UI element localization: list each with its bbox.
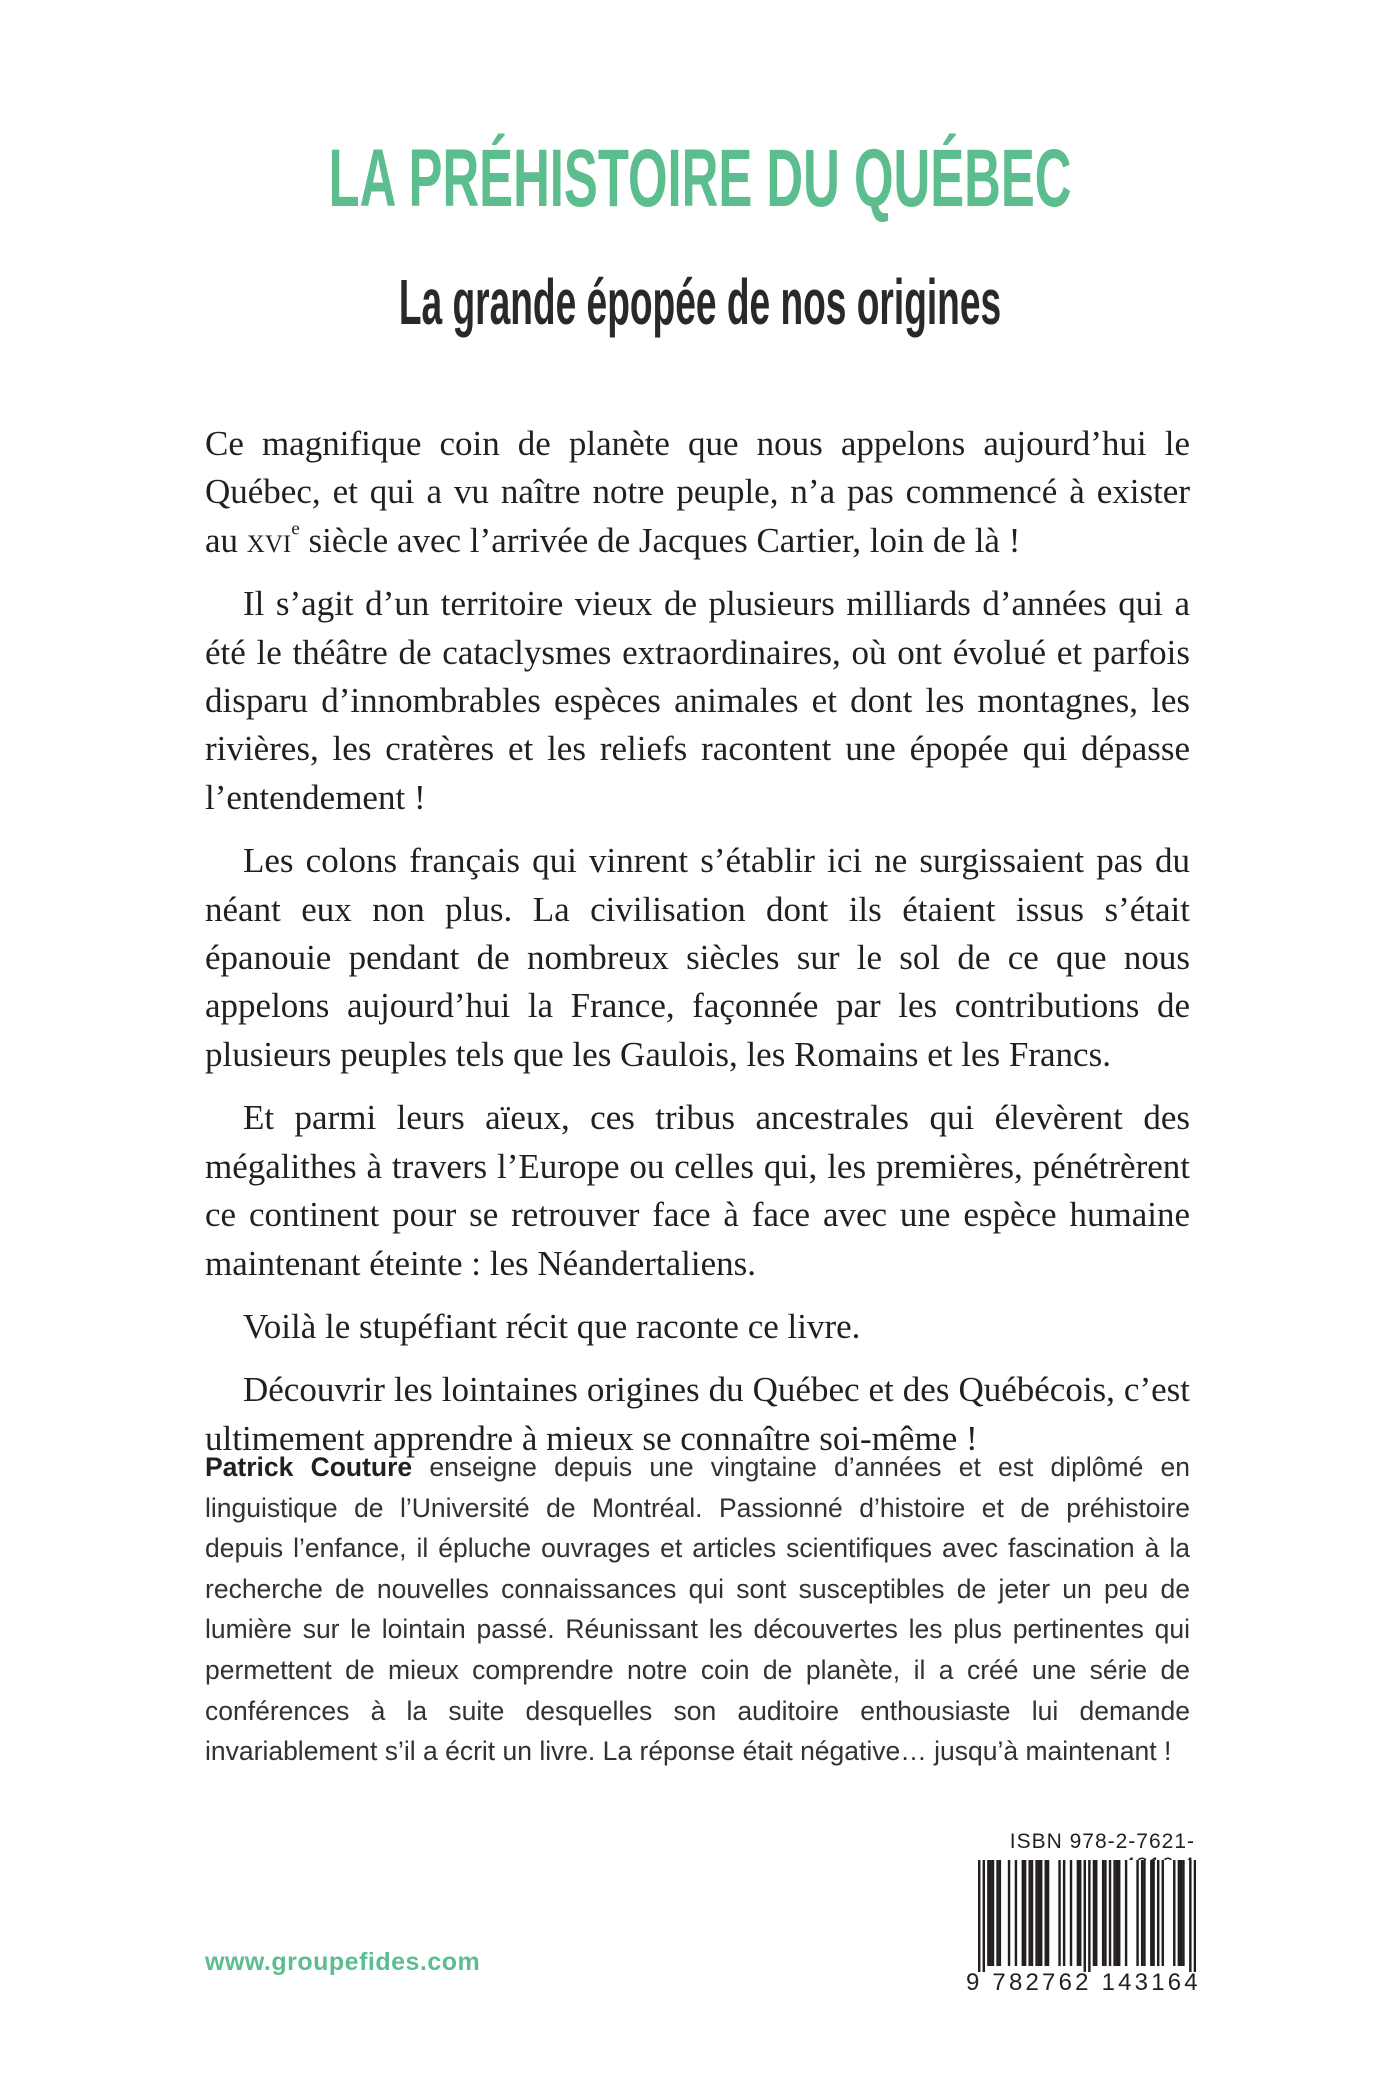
barcode-bar: [1008, 1860, 1010, 1966]
barcode-bar: [983, 1860, 985, 1972]
barcode-bar: [987, 1860, 989, 1966]
barcode-bar: [1058, 1860, 1060, 1966]
barcode-bar: [1093, 1860, 1095, 1966]
barcode-bar: [1182, 1860, 1184, 1966]
barcode-bar: [999, 1860, 1001, 1966]
barcode: [978, 1860, 1196, 1972]
barcode-bar: [1104, 1860, 1106, 1966]
barcode-bar: [1194, 1860, 1196, 1972]
barcode-bar: [1024, 1860, 1026, 1966]
barcode-bar: [1162, 1860, 1164, 1966]
author-name: Patrick Couture: [205, 1452, 413, 1482]
blurb-paragraph-3: Les colons français qui vinrent s’établir ici ne surgissaient pas du néant eux non plus. La civilisation dont ils étaient issus s’était épanouie pendant de nombreux siècles sur le sol de ce que nous appelons aujourd’hui la France, façonnée par les contributions de plusieurs peuples tels que les Gaulois, les Romains et les Francs.: [205, 841, 1190, 1074]
barcode-bar: [1136, 1860, 1138, 1966]
century-numeral: xvi: [246, 520, 292, 560]
barcode-bar: [989, 1860, 991, 1966]
barcode-bar: [1152, 1860, 1154, 1966]
barcode-bar: [1031, 1860, 1033, 1966]
author-bio-text: enseigne depuis une vingtaine d’années et est diplômé en linguistique de l’Université de Montréal. Passionné d’histoire et de préhistoire depuis l’enfance, il épluche ouvrages et articles scientifiques avec fascination à la recherche de nouvelles connaissances qui sont susceptibles de jeter un peu de lumière sur le lointain passé. Réunissant les découvertes les plus pertinentes qui permettent de mieux comprendre notre coin de planète, il a créé une série de conférences à la suite desquelles son auditoire enthousiaste lui demande invariablement s’il a écrit un livre. La réponse était négative… jusqu’à maintenant !: [205, 1452, 1191, 1767]
barcode-bar: [1189, 1860, 1191, 1972]
barcode-bar: [978, 1860, 980, 1972]
barcode-bar: [1070, 1860, 1072, 1966]
blurb-paragraph-5: Voilà le stupéfiant récit que raconte ce livre.: [243, 1306, 861, 1346]
barcode-bar: [1180, 1860, 1182, 1966]
blurb-paragraph-6: Découvrir les lointaines origines du Québec et des Québécois, c’est ultimement apprendre à mieux se connaître soi-même !: [205, 1370, 1190, 1458]
barcode-bar: [1125, 1860, 1127, 1966]
author-bio: [205, 1447, 1190, 1772]
barcode-bar: [1113, 1860, 1115, 1966]
barcode-bar: [1109, 1860, 1111, 1966]
barcode-digits: 9 782762 143164: [966, 1969, 1201, 1996]
barcode-bar: [1088, 1860, 1090, 1972]
barcode-bar: [1022, 1860, 1024, 1966]
book-subtitle: La grande épopée de nos origines: [398, 266, 1002, 338]
barcode-bars: [978, 1860, 1196, 1972]
book-title: LA PRÉHISTOIRE DU QUÉBEC: [328, 133, 1072, 224]
barcode-bar: [1038, 1860, 1040, 1966]
barcode-bar: [1102, 1860, 1104, 1966]
barcode-bar: [1045, 1860, 1047, 1966]
barcode-bar: [1150, 1860, 1152, 1966]
barcode-bar: [1047, 1860, 1049, 1966]
blurb: [205, 420, 1190, 1478]
barcode-bar: [1015, 1860, 1017, 1966]
barcode-bar: [1116, 1860, 1118, 1966]
barcode-bar: [1077, 1860, 1079, 1966]
barcode-bar: [1028, 1860, 1030, 1966]
barcode-bar: [1118, 1860, 1120, 1966]
blurb-paragraph-4: Et parmi leurs aïeux, ces tribus ancestrales qui élevèrent des mégalithes à travers l’Europe ou celles qui, les premières, pénétrèrent ce continent pour se retrouver face à face avec une espèce humaine maintenant éteinte : les Néandertaliens.: [205, 1098, 1190, 1283]
publisher-website[interactable]: www.groupefides.com: [205, 1948, 481, 1976]
barcode-bar: [1063, 1860, 1065, 1966]
barcode-bar: [992, 1860, 994, 1966]
isbn-label: ISBN 978-2-7621-: [1009, 1830, 1195, 1853]
barcode-bar: [1173, 1860, 1175, 1966]
barcode-bar: [1095, 1860, 1097, 1966]
blurb-paragraph-2: Il s’agit d’un territoire vieux de plusieurs milliards d’années qui a été le théâtre de cataclysmes extraordinaires, où ont évolué et parfois disparu d’innombrables espèces animales et dont les montagnes, les rivières, les cratères et les reliefs racontent une épopée qui dépasse l’entendement !: [205, 584, 1190, 817]
barcode-bar: [996, 1860, 998, 1966]
barcode-bar: [1178, 1860, 1180, 1966]
blurb-p1-text-a: Ce magnifique coin de planète que nous appelons aujourd’hui le Québec, et qui a vu naître notre peuple, n’a pas commencé à exister au: [205, 424, 1190, 560]
barcode-bar: [1157, 1860, 1159, 1966]
century-superscript: e: [291, 518, 300, 540]
barcode-bar: [1079, 1860, 1081, 1966]
blurb-paragraph-1: [205, 420, 1190, 565]
barcode-bar: [1084, 1860, 1086, 1972]
barcode-bar: [1035, 1860, 1037, 1966]
barcode-bar: [1040, 1860, 1042, 1966]
blurb-p1-text-b: siècle avec l’arrivée de Jacques Cartier, loin de là !: [299, 520, 1021, 560]
barcode-bar: [1141, 1860, 1143, 1966]
barcode-bar: [1143, 1860, 1145, 1966]
